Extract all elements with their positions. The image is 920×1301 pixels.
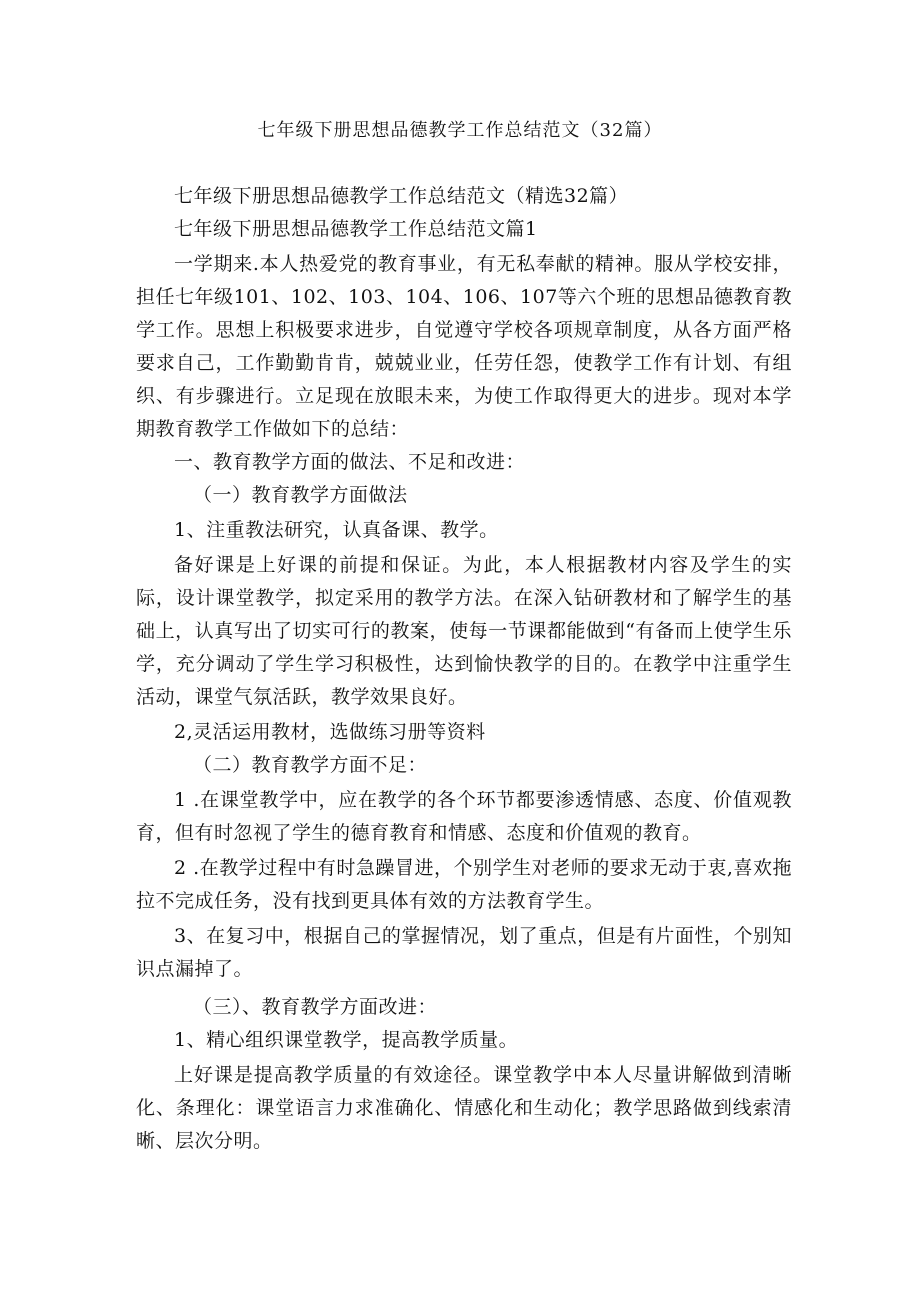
document-title: 七年级下册思想品德教学工作总结范文（32篇） — [257, 120, 663, 141]
shortcoming-3: 3、在复习中，根据自己的掌握情况，划了重点，但是有片面性，个别知识点漏掉了。 — [136, 925, 792, 980]
shortcoming-2: 2 .在教学过程中有时急躁冒进，个别学生对老师的要求无动于衷,喜欢拖拉不完成任务，没有找到更具体有效的方法教育学生。 — [136, 857, 792, 912]
subheading-practices: （一）教育教学方面做法 — [193, 484, 408, 506]
paragraph-quality: 上好课是提高教学质量的有效途径。课堂教学中本人尽量讲解做到清晰化、条理化：课堂语言力求准确化、情感化和生动化；教学思路做到线索清晰、层次分明。 — [136, 1064, 792, 1152]
paragraph-lesson-prep: 备好课是上好课的前提和保证。为此，本人根据教材内容及学生的实际，设计课堂教学，拟定采用的教学方法。在深入钻研教材和了解学生的基础上，认真写出了切实可行的教案，使每一节课都能做到“有备而上使学生乐学，充分调动了学生学习积极性，达到愉快教学的目的。在教学中注重学生活动，课堂气氛活跃，教学效果良好。 — [136, 554, 792, 708]
subtitle-line: 七年级下册思想品德教学工作总结范文（精选32篇） — [174, 185, 629, 207]
item-1-heading: 1、注重教法研究，认真备课、教学。 — [174, 519, 499, 541]
intro-paragraph: 一学期来.本人热爱党的教育事业，有无私奉献的精神。服从学校安排，担任七年级101、102、103、104、106、107等六个班的思想品德教育教学工作。思想上积极要求进步，自觉遵守学校各项规章制度，从各方面严格要求自己，工作勤勤肯肯，兢兢业业，任劳任怨，使教学工作有计划、有组织、有步骤进行。立足现在放眼未来，为使工作取得更大的进步。现对本学期教育教学工作做如下的总结： — [136, 253, 792, 440]
improvement-1-heading: 1、精心组织课堂教学，提高教学质量。 — [174, 1029, 519, 1051]
heading-part-one: 一、教育教学方面的做法、不足和改进： — [174, 451, 526, 473]
shortcoming-1: 1 .在课堂教学中，应在教学的各个环节都要渗透情感、态度、价值观教育，但有时忽视了学生的德育教育和情感、态度和价值观的教育。 — [136, 789, 792, 844]
subheading-improvements: （三）、教育教学方面改进： — [193, 996, 438, 1018]
subheading-shortcomings: （二）教育教学方面不足： — [193, 754, 428, 776]
section-heading: 七年级下册思想品德教学工作总结范文篇1 — [174, 218, 538, 240]
document-body — [136, 180, 792, 1158]
item-2-heading: 2,灵活运用教材，选做练习册等资料 — [174, 721, 486, 743]
